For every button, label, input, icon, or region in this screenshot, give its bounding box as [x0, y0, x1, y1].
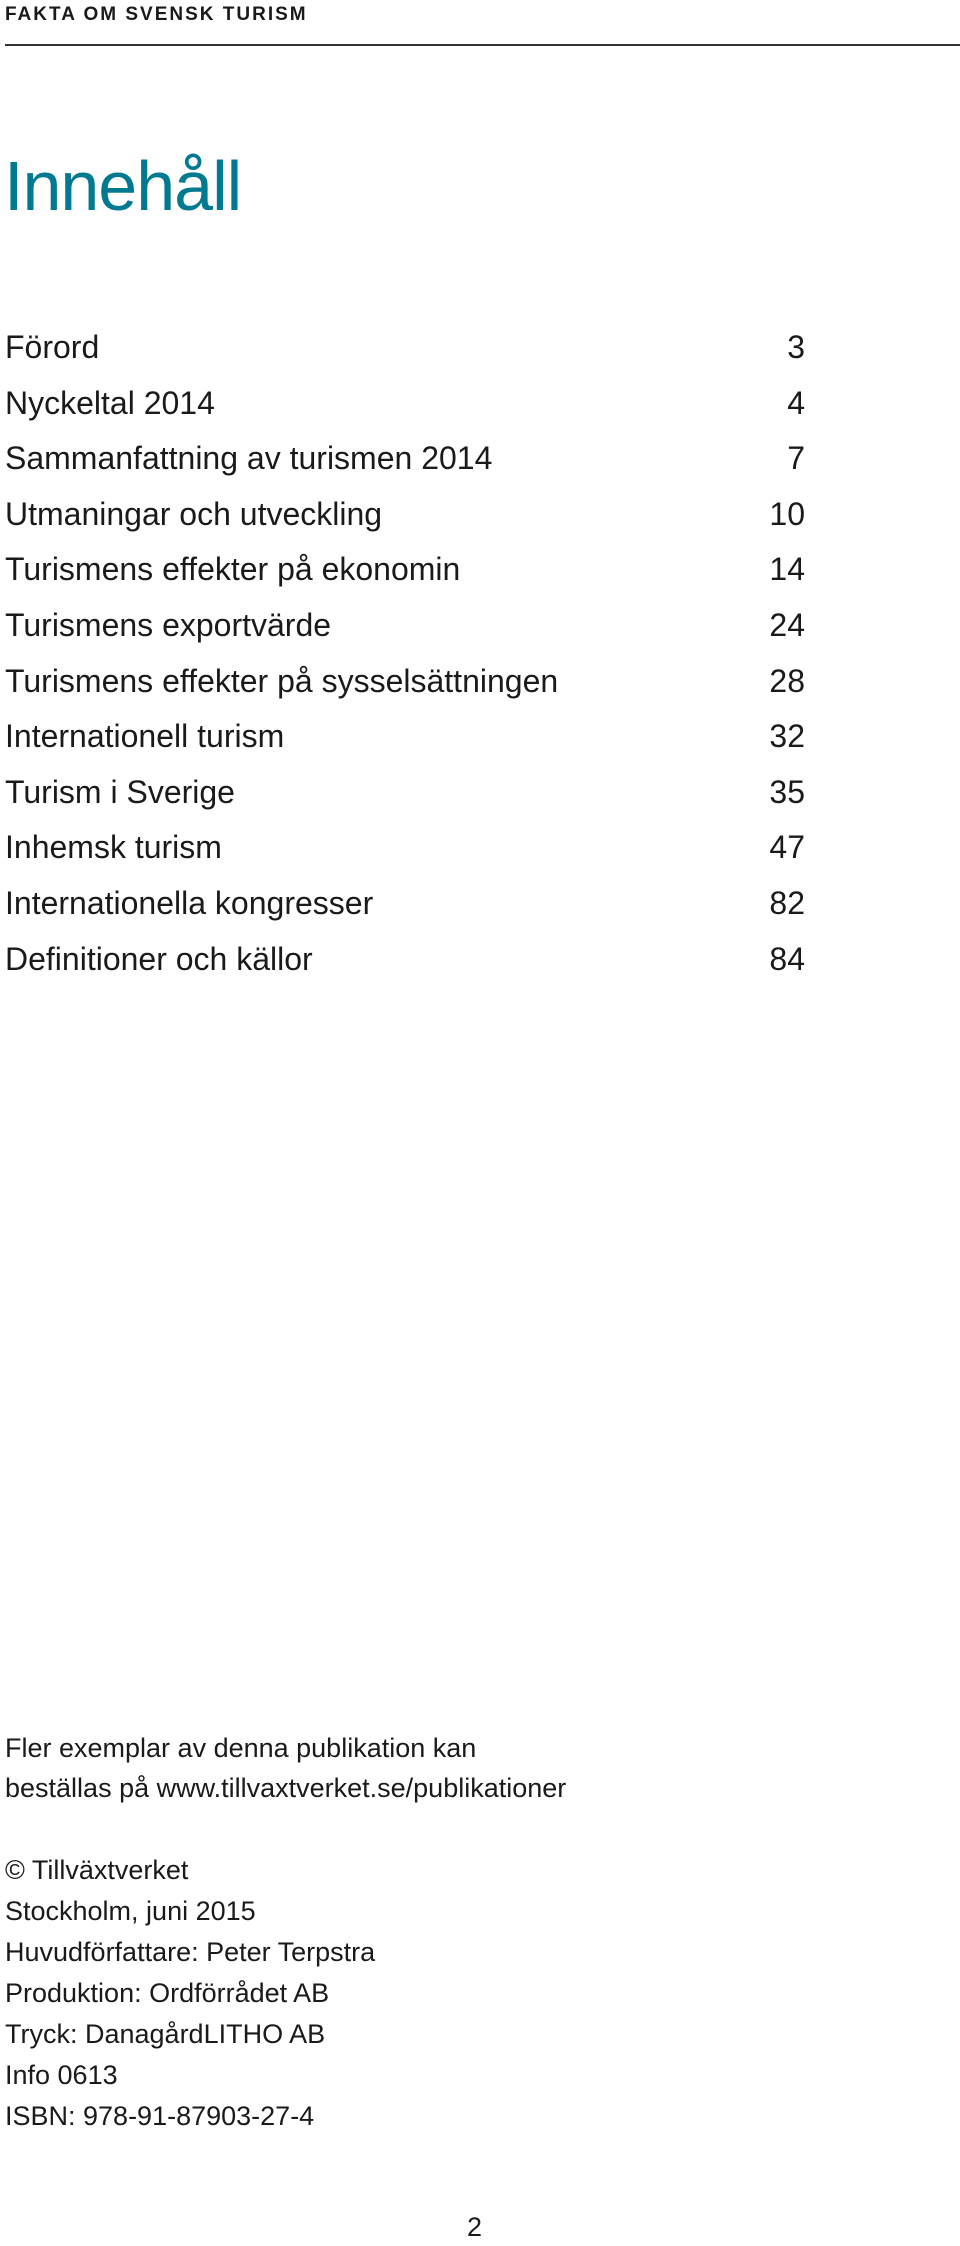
toc-entry-page: 28	[769, 662, 805, 699]
page-title: Innehåll	[4, 147, 242, 225]
page-number: 2	[467, 2212, 483, 2242]
toc-entry-label: Internationella kongresser	[5, 884, 374, 921]
toc-entry-label: Turismens exportvärde	[5, 606, 332, 643]
toc-entry-definitioner	[5, 932, 805, 988]
toc-entry-inhemsk-turism	[5, 820, 805, 876]
toc-entry-label: Sammanfattning av turismen 2014	[5, 440, 493, 477]
header-rule	[5, 44, 960, 46]
toc-entry-page: 35	[769, 773, 805, 810]
print-line: Tryck: DanagårdLITHO AB	[5, 2019, 326, 2049]
running-header: FAKTA OM SVENSK TURISM	[5, 4, 308, 25]
toc-entry-label: Turismens effekter på ekonomin	[5, 551, 461, 588]
production-line: Produktion: Ordförrådet AB	[5, 1978, 330, 2008]
toc-entry-page: 14	[769, 551, 805, 588]
toc-entry-page: 3	[787, 329, 805, 365]
toc-entry-label: Turismens effekter på sysselsättningen	[5, 662, 559, 699]
toc-entry-page: 82	[769, 884, 805, 921]
toc-entry-page: 7	[787, 440, 805, 477]
toc-entry-forord	[5, 320, 805, 376]
order-info-line: beställas på www.tillvaxtverket.se/publikationer	[5, 1773, 567, 1803]
copyright-line: © Tillväxtverket	[5, 1855, 189, 1885]
place-date-line: Stockholm, juni 2015	[5, 1896, 256, 1926]
toc-entry-utmaningar	[5, 487, 805, 543]
toc-entry-label: Utmaningar och utveckling	[5, 495, 383, 532]
isbn-line: ISBN: 978-91-87903-27-4	[5, 2101, 315, 2131]
toc-entry-internationell-turism	[5, 709, 805, 765]
imprint	[5, 1850, 375, 2137]
toc-entry-sysselsattning	[5, 654, 805, 710]
toc-entry-label: Nyckeltal 2014	[5, 384, 215, 421]
toc-entry-page: 32	[769, 718, 805, 755]
toc-entry-turism-i-sverige	[5, 765, 805, 821]
toc-entry-exportvarde	[5, 598, 805, 654]
toc-entry-kongresser	[5, 876, 805, 932]
toc-entry-label: Definitioner och källor	[5, 940, 313, 977]
toc-entry-label: Inhemsk turism	[5, 829, 222, 866]
toc-entry-nyckeltal	[5, 376, 805, 432]
toc-entry-page: 10	[769, 495, 805, 532]
table-of-contents	[5, 320, 805, 987]
toc-entry-label: Turism i Sverige	[5, 773, 235, 810]
toc-entry-sammanfattning	[5, 431, 805, 487]
toc-entry-page: 47	[769, 829, 805, 866]
order-info-line: Fler exemplar av denna publikation kan	[5, 1733, 477, 1763]
info-line: Info 0613	[5, 2060, 118, 2090]
toc-entry-ekonomin	[5, 542, 805, 598]
toc-entry-page: 4	[787, 384, 805, 421]
toc-entry-label: Förord	[5, 329, 100, 365]
toc-entry-page: 24	[769, 606, 805, 643]
order-info	[5, 1728, 566, 1808]
toc-entry-page: 84	[769, 940, 805, 977]
toc-entry-label: Internationell turism	[5, 718, 285, 755]
author-line: Huvudförfattare: Peter Terpstra	[5, 1937, 376, 1967]
